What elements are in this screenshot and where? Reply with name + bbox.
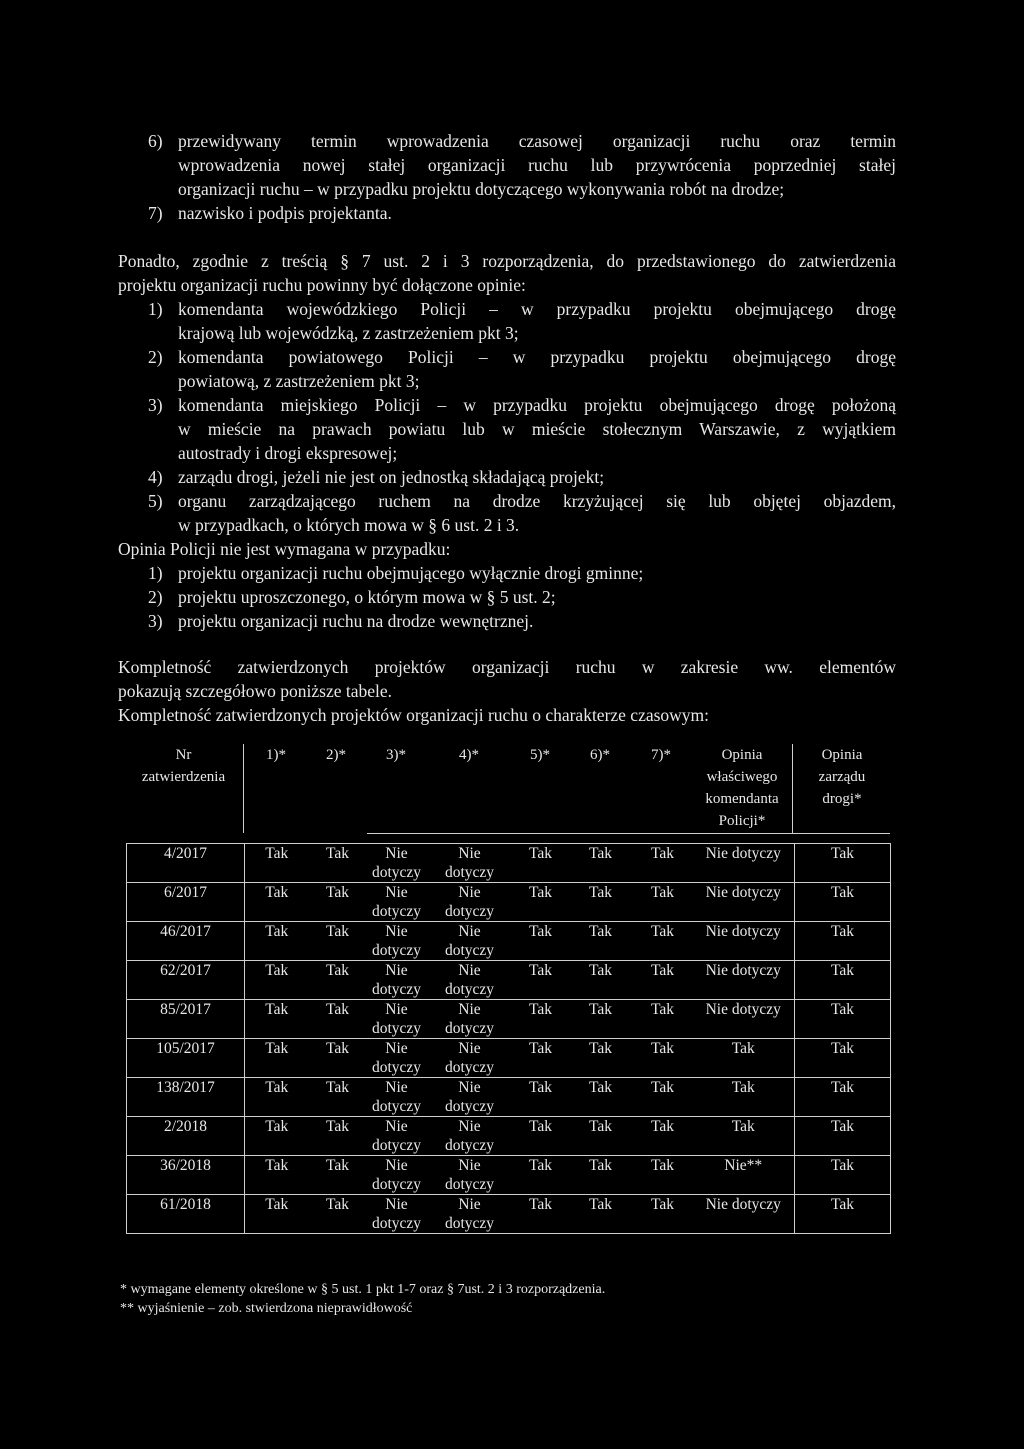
header-c6: 6)* [590,747,610,763]
list-item-line: projektu uproszczonego, o którym mowa w § 5 ust. 2; [178,587,556,607]
cell-text: Nie [385,1196,408,1213]
footnote: ** wyjaśnienie – zob. stwierdzona nieprawidłowość [120,1301,413,1316]
cell-op-road [795,1156,891,1195]
cell-text: Tak [830,923,854,940]
cell-text: Nie [385,962,408,979]
cell-c7 [633,1117,693,1156]
cell-text: Tak [650,1001,674,1018]
list-item-line: w przypadkach, o których mowa w § 6 ust. 2 i 3. [178,515,520,535]
cell-op-police [693,961,795,1000]
header-text: właściwego [706,769,778,785]
list-number: 6) [148,131,163,151]
cell-text: Tak [528,845,552,862]
header-text: Opinia [721,747,763,763]
paragraph-line: Kompletność zatwierdzonych projektów organizacji ruchu o charakterze czasowym: [118,705,710,725]
projects-table [126,843,891,1234]
cell-text: dotyczy [444,1215,495,1232]
cell-text: Tak [528,1001,552,1018]
header-rule [367,833,890,834]
cell-text: Tak [528,1079,552,1096]
cell-op-police [693,883,795,922]
cell-text: Tak [325,1001,349,1018]
cell-c1 [245,922,309,961]
cell-text: Tak [731,1118,755,1135]
cell-text: Tak [528,884,552,901]
cell-op-road [795,1000,891,1039]
cell-text: Tak [588,1157,612,1174]
cell-text: dotyczy [444,1020,495,1037]
cell-c5 [513,961,569,1000]
table-row [127,1000,891,1039]
cell-text: Tak [265,1118,289,1135]
cell-text: 46/2017 [160,923,211,940]
cell-op-police [693,922,795,961]
cell-c4 [427,1117,513,1156]
cell-c2 [309,961,367,1000]
cell-text: Nie dotyczy [705,1196,781,1213]
cell-text: Tak [265,1040,289,1057]
cell-text: Tak [830,884,854,901]
cell-text: Tak [588,1040,612,1057]
cell-text: Tak [588,1079,612,1096]
column-divider [792,744,793,833]
cell-text: Tak [650,1118,674,1135]
cell-c1 [245,844,309,883]
cell-c7 [633,1078,693,1117]
header-text: Policji* [718,813,766,829]
list-number: 1) [148,563,163,583]
cell-c5 [513,844,569,883]
cell-text: Tak [325,1196,349,1213]
header-c5: 5)* [530,747,550,763]
cell-text: dotyczy [444,1098,495,1115]
cell-text: dotyczy [371,1137,422,1154]
list-number: 7) [148,203,163,223]
list-number: 3) [148,611,163,631]
table-row [127,1117,891,1156]
cell-c6 [569,844,633,883]
cell-text: Tak [830,845,854,862]
cell-text: Nie [458,884,481,901]
cell-c6 [569,1117,633,1156]
cell-text: Tak [588,845,612,862]
list-item-line: krajową lub wojewódzką, z zastrzeżeniem pkt 3; [178,323,519,343]
list-item-line: autostrady i drogi ekspresowej; [178,443,398,463]
cell-text: Tak [265,923,289,940]
header-c7: 7)* [651,747,671,763]
cell-text: Tak [830,962,854,979]
cell-text: Tak [650,1079,674,1096]
list-number: 1) [148,299,163,319]
cell-c6 [569,1078,633,1117]
cell-text: Nie [458,1157,481,1174]
cell-text: Tak [528,1118,552,1135]
cell-text: dotyczy [371,1215,422,1232]
cell-text: dotyczy [371,1059,422,1076]
cell-c5 [513,1195,569,1234]
list-item-line: przewidywany termin wprowadzenia czasowej organizacji ruchu oraz termin [178,131,896,151]
list-item-line: organu zarządzającego ruchem na drodze krzyżującej się lub objętej objazdem, [178,491,896,511]
cell-c1 [245,1117,309,1156]
cell-op-police [693,1000,795,1039]
table-row [127,1195,891,1234]
cell-text: Nie [458,1040,481,1057]
cell-c7 [633,1156,693,1195]
cell-text: dotyczy [444,864,495,881]
cell-text: Tak [650,962,674,979]
header-text: zatwierdzenia [141,769,226,785]
cell-c5 [513,1117,569,1156]
cell-nr [127,1117,245,1156]
list-item-line: zarządu drogi, jeżeli nie jest on jednostką składającą projekt; [178,467,605,487]
cell-op-police [693,844,795,883]
cell-text: Nie [458,1079,481,1096]
cell-text: dotyczy [444,903,495,920]
cell-text: Tak [650,1196,674,1213]
paragraph-line: pokazują szczegółowo poniższe tabele. [118,681,393,701]
cell-c2 [309,1039,367,1078]
header-text: Opinia [821,747,863,763]
cell-c6 [569,1039,633,1078]
cell-op-road [795,1078,891,1117]
cell-c4 [427,1156,513,1195]
cell-text: Tak [650,884,674,901]
header-c2: 2)* [326,747,346,763]
list-item-line: projektu organizacji ruchu na drodze wewnętrznej. [178,611,534,631]
cell-text: Tak [650,1040,674,1057]
cell-text: Nie [458,845,481,862]
cell-text: Tak [265,845,289,862]
cell-nr [127,1000,245,1039]
cell-text: Tak [528,923,552,940]
cell-c3 [367,883,427,922]
cell-text: Tak [325,1118,349,1135]
cell-text: Nie** [724,1157,763,1174]
list-item-line: wprowadzenia nowej stałej organizacji ruchu lub przywrócenia poprzedniej stałej [178,155,896,175]
table-row [127,844,891,883]
cell-c5 [513,922,569,961]
cell-text: Tak [830,1079,854,1096]
cell-op-road [795,844,891,883]
table-row [127,922,891,961]
cell-text: dotyczy [444,1059,495,1076]
cell-c6 [569,922,633,961]
cell-c1 [245,961,309,1000]
cell-c7 [633,883,693,922]
cell-text: dotyczy [371,981,422,998]
cell-c1 [245,1156,309,1195]
cell-op-road [795,883,891,922]
list-item-line: projektu organizacji ruchu obejmującego wyłącznie drogi gminne; [178,563,644,583]
cell-text: Tak [588,1118,612,1135]
cell-text: 4/2017 [163,845,208,862]
cell-text: Tak [265,962,289,979]
cell-nr [127,1039,245,1078]
cell-text: Tak [325,845,349,862]
cell-text: dotyczy [371,1098,422,1115]
cell-text: Nie dotyczy [705,845,781,862]
cell-c7 [633,1000,693,1039]
cell-text: Tak [528,962,552,979]
table-row [127,1039,891,1078]
cell-text: Tak [830,1196,854,1213]
table-header [126,744,890,834]
cell-c1 [245,883,309,922]
cell-op-police [693,1156,795,1195]
cell-c7 [633,961,693,1000]
cell-c4 [427,1000,513,1039]
cell-text: Tak [528,1040,552,1057]
cell-c4 [427,883,513,922]
list-item-line: w mieście na prawach powiatu lub w mieście stołecznym Warszawie, z wyjątkiem [178,419,896,439]
cell-text: Tak [650,923,674,940]
cell-c3 [367,1039,427,1078]
cell-c4 [427,922,513,961]
cell-c5 [513,883,569,922]
cell-text: 2/2018 [163,1118,208,1135]
cell-text: dotyczy [371,1020,422,1037]
cell-c5 [513,1039,569,1078]
cell-c4 [427,961,513,1000]
cell-text: dotyczy [444,942,495,959]
paragraph-line: Opinia Policji nie jest wymagana w przypadku: [118,539,451,559]
cell-c2 [309,1078,367,1117]
cell-op-road [795,1039,891,1078]
cell-text: 62/2017 [160,962,211,979]
list-item-line: nazwisko i podpis projektanta. [178,203,392,223]
cell-text: Tak [528,1196,552,1213]
list-item-line: komendanta powiatowego Policji – w przypadku projektu obejmującego drogę [178,347,896,367]
cell-text: Tak [588,1001,612,1018]
list-number: 2) [148,587,163,607]
cell-c3 [367,1156,427,1195]
cell-text: Tak [650,1157,674,1174]
cell-text: 6/2017 [163,884,208,901]
cell-text: Nie [458,1196,481,1213]
cell-c4 [427,1195,513,1234]
cell-text: dotyczy [371,1176,422,1193]
cell-text: Nie dotyczy [705,962,781,979]
cell-text: 105/2017 [156,1040,215,1057]
table-row [127,1078,891,1117]
cell-c3 [367,922,427,961]
cell-text: Tak [650,845,674,862]
cell-nr [127,961,245,1000]
cell-nr [127,1156,245,1195]
cell-text: Tak [265,1196,289,1213]
cell-text: dotyczy [444,981,495,998]
cell-text: Tak [830,1001,854,1018]
cell-text: 138/2017 [156,1079,215,1096]
cell-c3 [367,844,427,883]
header-text: Nr [175,747,192,763]
header-opinion-road [794,744,890,810]
cell-c7 [633,844,693,883]
list-number: 4) [148,467,163,487]
cell-nr [127,844,245,883]
cell-c1 [245,1078,309,1117]
cell-text: 36/2018 [160,1157,211,1174]
cell-op-road [795,922,891,961]
cell-c3 [367,1000,427,1039]
header-c3: 3)* [386,747,406,763]
cell-nr [127,922,245,961]
cell-nr [127,883,245,922]
cell-text: Tak [830,1118,854,1135]
cell-text: Nie [385,1079,408,1096]
cell-c7 [633,922,693,961]
cell-c5 [513,1156,569,1195]
cell-text: Nie dotyczy [705,1001,781,1018]
cell-c7 [633,1195,693,1234]
cell-text: Tak [588,1196,612,1213]
cell-text: Tak [265,1001,289,1018]
cell-text: Tak [830,1157,854,1174]
cell-c4 [427,1078,513,1117]
cell-text: Tak [325,1079,349,1096]
cell-text: Nie [458,1118,481,1135]
paragraph-line: Ponadto, zgodnie z treścią § 7 ust. 2 i 3 rozporządzenia, do przedstawionego do zatwierdzenia [118,251,896,271]
cell-c1 [245,1039,309,1078]
cell-text: Tak [325,1157,349,1174]
cell-c3 [367,1195,427,1234]
cell-text: Tak [265,884,289,901]
cell-text: Nie [385,1118,408,1135]
cell-c3 [367,1117,427,1156]
cell-text: dotyczy [371,942,422,959]
cell-text: Tak [588,884,612,901]
footnote: * wymagane elementy określone w § 5 ust. 1 pkt 1-7 oraz § 7ust. 2 i 3 rozporządzenia. [120,1282,606,1297]
header-nr [126,744,241,788]
cell-c1 [245,1195,309,1234]
cell-c2 [309,922,367,961]
cell-text: Nie [458,962,481,979]
table-row [127,961,891,1000]
cell-text: 61/2018 [160,1196,211,1213]
cell-c2 [309,883,367,922]
cell-text: Nie [385,1001,408,1018]
cell-op-police [693,1117,795,1156]
list-item-line: komendanta wojewódzkiego Policji – w przypadku projektu obejmującego drogę [178,299,896,319]
cell-text: Nie [385,923,408,940]
cell-text: Nie [385,845,408,862]
cell-text: Tak [528,1157,552,1174]
list-item-line: powiatową, z zastrzeżeniem pkt 3; [178,371,420,391]
cell-text: dotyczy [371,903,422,920]
cell-c6 [569,1000,633,1039]
cell-c2 [309,844,367,883]
header-c4: 4)* [459,747,479,763]
header-text: zarządu [818,769,866,785]
cell-c5 [513,1000,569,1039]
cell-c2 [309,1156,367,1195]
cell-c6 [569,961,633,1000]
list-number: 2) [148,347,163,367]
header-text: drogi* [822,791,862,807]
cell-c6 [569,883,633,922]
list-number: 3) [148,395,163,415]
cell-text: Tak [325,923,349,940]
cell-op-police [693,1195,795,1234]
cell-text: Nie [385,884,408,901]
table-row [127,1156,891,1195]
header-opinion-police [692,744,792,832]
list-item-line: komendanta miejskiego Policji – w przypadku projektu obejmującego drogę położoną [178,395,896,415]
cell-c3 [367,1078,427,1117]
cell-text: Nie [458,923,481,940]
list-item-line: organizacji ruchu – w przypadku projektu dotyczącego wykonywania robót na drodze; [178,179,785,199]
cell-c4 [427,844,513,883]
cell-c5 [513,1078,569,1117]
cell-text: Tak [830,1040,854,1057]
cell-text: Tak [588,923,612,940]
cell-text: Tak [731,1040,755,1057]
cell-text: Tak [325,1040,349,1057]
cell-c2 [309,1000,367,1039]
cell-text: Tak [325,962,349,979]
cell-c2 [309,1195,367,1234]
cell-text: Tak [731,1079,755,1096]
cell-c1 [245,1000,309,1039]
cell-text: 85/2017 [160,1001,211,1018]
paragraph-line: Kompletność zatwierdzonych projektów organizacji ruchu w zakresie ww. elementów [118,657,896,677]
cell-text: dotyczy [444,1176,495,1193]
cell-text: Nie [385,1040,408,1057]
list-number: 5) [148,491,163,511]
cell-c4 [427,1039,513,1078]
paragraph-line: projektu organizacji ruchu powinny być dołączone opinie: [118,275,526,295]
cell-text: Tak [588,962,612,979]
cell-nr [127,1195,245,1234]
cell-text: Tak [325,884,349,901]
cell-c6 [569,1156,633,1195]
cell-op-police [693,1078,795,1117]
cell-op-road [795,1117,891,1156]
cell-text: dotyczy [444,1137,495,1154]
header-c1: 1)* [266,747,286,763]
cell-op-road [795,1195,891,1234]
cell-text: Nie [458,1001,481,1018]
cell-text: Nie dotyczy [705,884,781,901]
cell-c3 [367,961,427,1000]
cell-text: Nie [385,1157,408,1174]
cell-op-police [693,1039,795,1078]
cell-c2 [309,1117,367,1156]
table-row [127,883,891,922]
cell-text: dotyczy [371,864,422,881]
cell-text: Tak [265,1157,289,1174]
cell-nr [127,1078,245,1117]
cell-c7 [633,1039,693,1078]
cell-op-road [795,961,891,1000]
header-text: komendanta [705,791,779,807]
cell-c6 [569,1195,633,1234]
cell-text: Tak [265,1079,289,1096]
cell-text: Nie dotyczy [705,923,781,940]
